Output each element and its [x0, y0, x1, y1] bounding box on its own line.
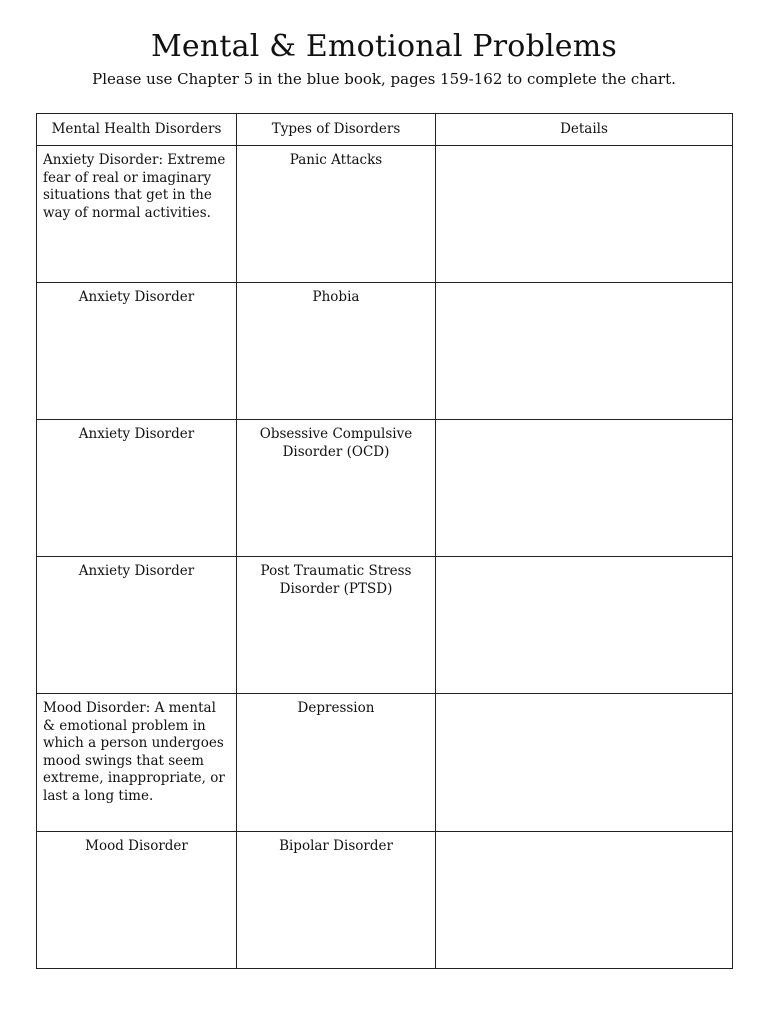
- details-cell[interactable]: [436, 146, 733, 283]
- type-cell: [237, 420, 436, 557]
- details-cell[interactable]: [436, 694, 733, 832]
- type-text: Obsessive Compulsive Disorder (OCD): [259, 426, 413, 460]
- type-text: Bipolar Disorder: [279, 838, 393, 854]
- type-cell: [237, 832, 436, 969]
- disorder-cell: [37, 283, 237, 420]
- column-header-mental-health-disorders: Mental Health Disorders: [37, 114, 237, 146]
- page-title: Mental & Emotional Problems: [151, 29, 617, 64]
- type-text: Panic Attacks: [289, 152, 383, 168]
- type-cell: [237, 283, 436, 420]
- disorder-cell: [37, 146, 237, 283]
- table-row: [37, 557, 733, 694]
- disorder-text: Anxiety Disorder: [78, 563, 195, 579]
- details-cell[interactable]: [436, 832, 733, 969]
- table-row: [37, 694, 733, 832]
- disorder-text: Mood Disorder: [85, 838, 188, 854]
- table-row: [37, 283, 733, 420]
- disorder-cell: [37, 832, 237, 969]
- disorder-cell: [37, 420, 237, 557]
- column-header-types-of-disorders: Types of Disorders: [237, 114, 436, 146]
- details-text: [436, 283, 732, 289]
- table-row: [37, 832, 733, 969]
- disorders-chart-table: [36, 113, 733, 969]
- details-cell[interactable]: [436, 420, 733, 557]
- details-text: [436, 146, 732, 152]
- instructions-text: Please use Chapter 5 in the blue book, pages 159-162 to complete the chart.: [92, 70, 676, 88]
- details-cell[interactable]: [436, 557, 733, 694]
- details-text: [436, 557, 732, 563]
- disorder-cell: [37, 694, 237, 832]
- type-text: Phobia: [312, 289, 360, 305]
- type-cell: [237, 694, 436, 832]
- table-header-row: [37, 114, 733, 146]
- table-row: [37, 146, 733, 283]
- disorder-text: Anxiety Disorder: Extreme fear of real or imaginary situations that get in the way of normal activities.: [43, 152, 226, 221]
- disorder-text: Mood Disorder: A mental & emotional problem in which a person undergoes mood swings that seem extreme, inappropriate, or last a long time.: [43, 700, 225, 804]
- details-text: [436, 832, 732, 838]
- disorder-text: Anxiety Disorder: [78, 426, 195, 442]
- details-text: [436, 420, 732, 426]
- details-text: [436, 694, 732, 700]
- type-text: Depression: [297, 700, 375, 716]
- column-header-details: Details: [436, 114, 733, 146]
- disorder-text: Anxiety Disorder: [78, 289, 195, 305]
- disorder-cell: [37, 557, 237, 694]
- type-text: Post Traumatic Stress Disorder (PTSD): [260, 563, 412, 597]
- details-cell[interactable]: [436, 283, 733, 420]
- table-row: [37, 420, 733, 557]
- type-cell: [237, 557, 436, 694]
- type-cell: [237, 146, 436, 283]
